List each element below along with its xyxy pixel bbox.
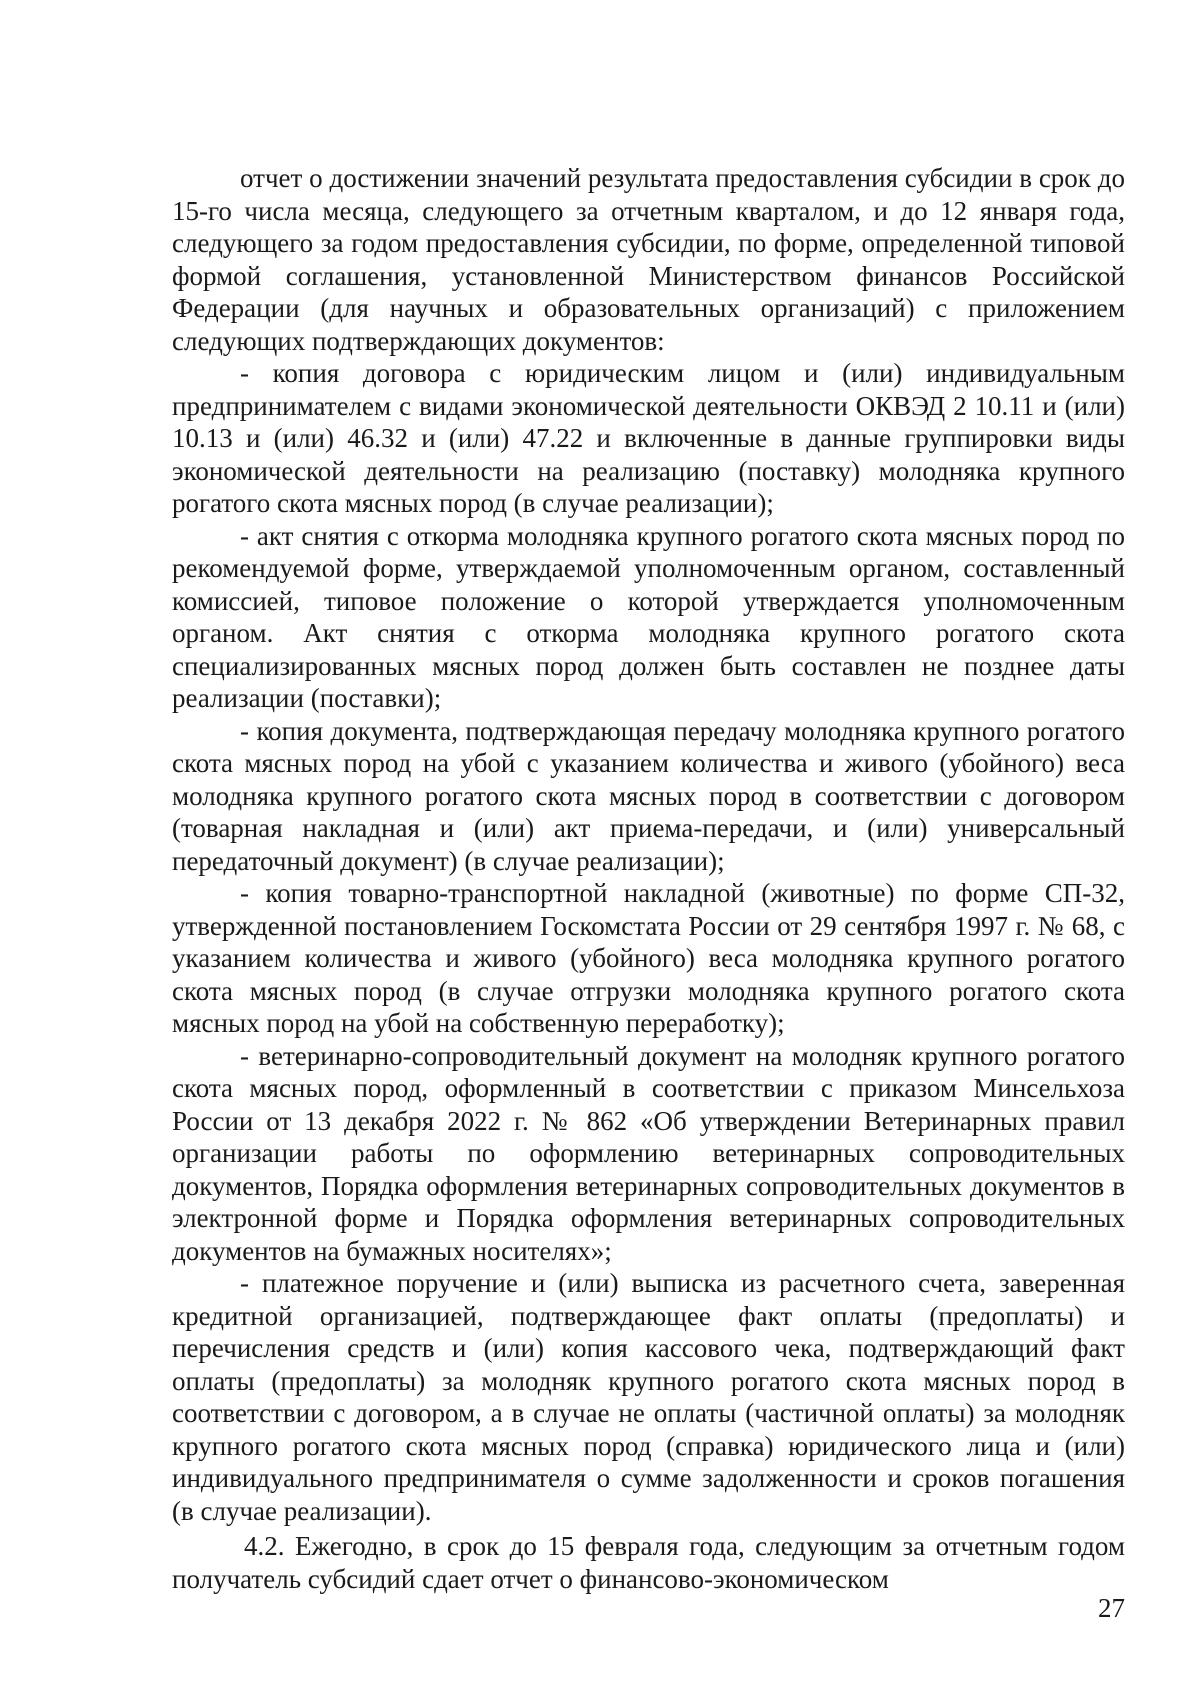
list-item-fattening-act: - акт снятия с откорма молодняка крупного рогатого скота мясных пород по рекомендуемой форме, утверждаемой уполномоченным органом, составленный комиссией, типовое положение о которой утверждается уполномоченным органом. Акт снятия с откорма молодняка крупного рогатого скота специализированных мясных пород должен быть составлен не позднее даты реализации (поставки); — [172, 520, 1125, 713]
list-item-contract-copy: - копия договора с юридическим лицом и (или) индивидуальным предпринимателем с видами экономической деятельности ОКВЭД 2 10.11 и (или) 10.13 и (или) 46.32 и (или) 47.22 и включенные в данные группировки виды экономической деятельности на реализацию (поставку) молодняка крупного рогатого скота мясных пород (в случае реализации); — [172, 358, 1125, 518]
list-item-veterinary-document: - ветеринарно-сопроводительный документ на молодняк крупного рогатого скота мясных пород, оформленный в соответствии с приказом Минсельхоза России от 13 декабря 2022 г. № 862 «Об утверждении Ветеринарных правил организации работы по оформлению ветеринарных сопроводительных документов, Порядка оформления ветеринарных сопроводительных документов в электронной форме и Порядка оформления ветеринарных сопроводительных документов на бумажных носителях»; — [172, 1040, 1125, 1266]
list-item-payment-order: - платежное поручение и (или) выписка из расчетного счета, заверенная кредитной организацией, подтверждающее факт оплаты (предоплаты) и перечисления средств и (или) копия кассового чека, подтверждающий факт оплаты (предоплаты) за молодняк крупного рогатого скота мясных пород в соответствии с договором, а в случае не оплаты (частичной оплаты) за молодняк крупного рогатого скота мясных пород (справка) юридического лица и (или) индивидуального предпринимателя о сумме задолженности и сроков погашения (в случае реализации). — [172, 1268, 1125, 1526]
list-item-waybill-copy: - копия товарно-транспортной накладной (животные) по форме СП-32, утвержденной постановлением Госкомстата России от 29 сентября 1997 г. № 68, с указанием количества и живого (убойного) веса молодняка крупного рогатого скота мясных пород (в случае отгрузки молодняка крупного рогатого скота мясных пород на убой на собственную переработку); — [172, 878, 1125, 1038]
document-body — [172, 162, 1125, 1595]
list-item-transfer-document: - копия документа, подтверждающая передачу молодняка крупного рогатого скота мясных пород на убой с указанием количества и живого (убойного) веса молодняка крупного рогатого скота мясных пород в соответствии с договором (товарная накладная и (или) акт приема-передачи, и (или) универсальный передаточный документ) (в случае реализации); — [172, 715, 1125, 876]
page-number: 27 — [1098, 1593, 1125, 1623]
paragraph-section-4-2: 4.2. Ежегодно, в срок до 15 февраля года, следующим за отчетным годом получатель субсидий сдает отчет о финансово-экономическом — [172, 1531, 1125, 1594]
paragraph-report-intro: отчет о достижении значений результата предоставления субсидии в срок до 15-го числа месяца, следующего за отчетным кварталом, и до 12 января года, следующего за годом предоставления субсидии, по форме, определенной типовой формой соглашения, установленной Министерством финансов Российской Федерации (для научных и образовательных организаций) с приложением следующих подтверждающих документов: — [172, 163, 1125, 356]
